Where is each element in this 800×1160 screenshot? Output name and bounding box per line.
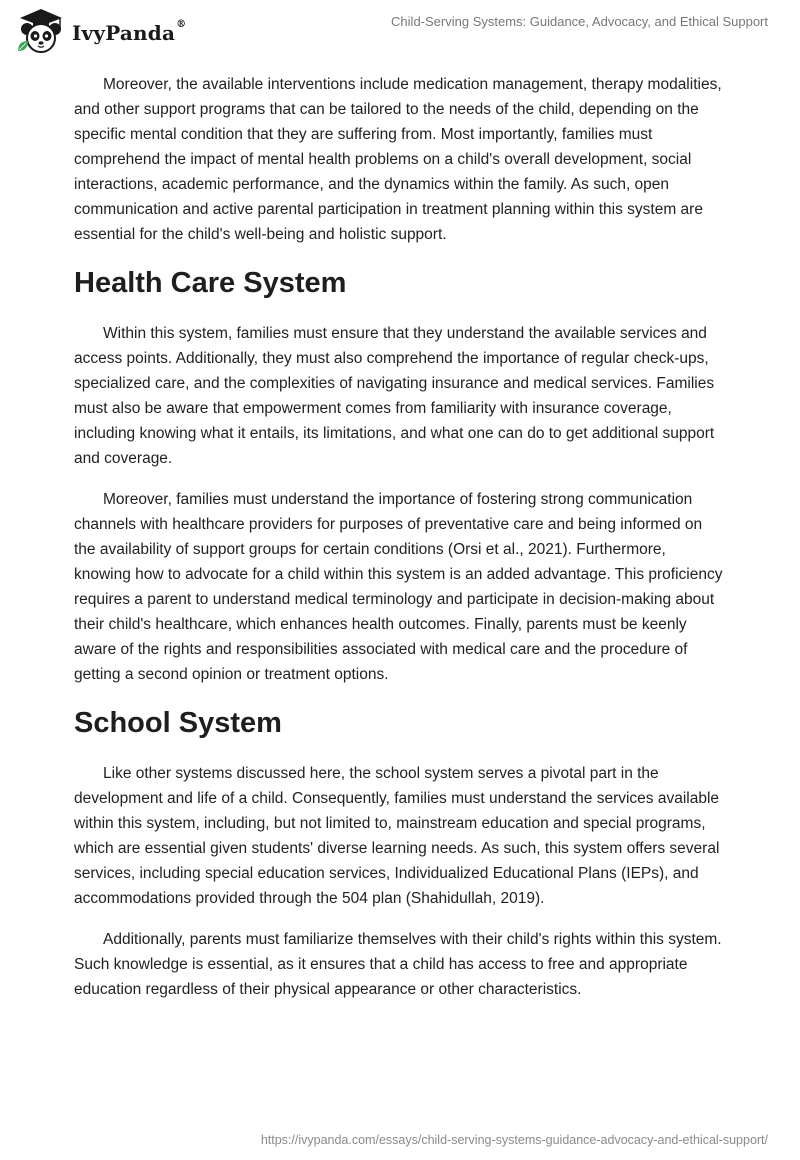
ivypanda-logo-link[interactable] [14, 7, 186, 55]
panda-graduate-icon [14, 7, 68, 55]
registered-mark: ® [176, 19, 187, 30]
brand-name: IvyPanda® [72, 19, 187, 45]
page-header [0, 0, 800, 60]
health-care-paragraph-2: Moreover, families must understand the importance of fostering strong communication channels with healthcare providers for purposes of preventative care and being informed on the availability of support groups for certain conditions (Orsi et al., 2021). Furthermore, knowing how to advocate for a child within this system is an added advantage. This proficiency requires a parent to understand medical terminology and participate in decision-making about their child's healthcare, which enhances health outcomes. Finally, parents must be keenly aware of the rights and responsibilities associated with medical care and the procedure of getting a second opinion or treatment options. [74, 491, 723, 683]
section-heading-school: School System [74, 707, 282, 739]
article-body [74, 72, 726, 1018]
section-heading-health-care: Health Care System [74, 267, 347, 299]
school-paragraph-1: Like other systems discussed here, the school system serves a pivotal part in the development and life of a child. Consequently, families must understand the services available within this system, including, but not limited to, mainstream education and special programs, which are essential given students' diverse learning needs. As such, this system offers several services, including special education services, Individualized Educational Plans (IEPs), and accommodations provided through the 504 plan (Shahidullah, 2019). [74, 765, 720, 907]
intro-paragraph: Moreover, the available interventions include medication management, therapy modalities, and other support programs that can be tailored to the needs of the child, depending on the specific mental condition that they are suffering from. Most importantly, families must comprehend the impact of mental health problems on a child's overall development, social interactions, academic performance, and the dynamics within the family. As such, open communication and active parental participation in treatment planning within this system are essential for the child's well-being and holistic support. [74, 76, 722, 243]
source-url-link[interactable]: https://ivypanda.com/essays/child-serving-systems-guidance-advocacy-and-ethical-support/ [260, 1133, 768, 1147]
document-title: Child-Serving Systems: Guidance, Advocacy, and Ethical Support [391, 14, 768, 29]
school-paragraph-2: Additionally, parents must familiarize themselves with their child's rights within this system. Such knowledge is essential, as it ensures that a child has access to free and appropriate education regardless of their physical appearance or other characteristics. [74, 931, 722, 998]
health-care-paragraph-1: Within this system, families must ensure that they understand the available services and access points. Additionally, they must also comprehend the importance of regular check-ups, specialized care, and the complexities of navigating insurance and medical services. Families must also be aware that empowerment comes from familiarity with insurance coverage, including knowing what it entails, its limitations, and what one can do to get additional support and coverage. [74, 325, 715, 467]
